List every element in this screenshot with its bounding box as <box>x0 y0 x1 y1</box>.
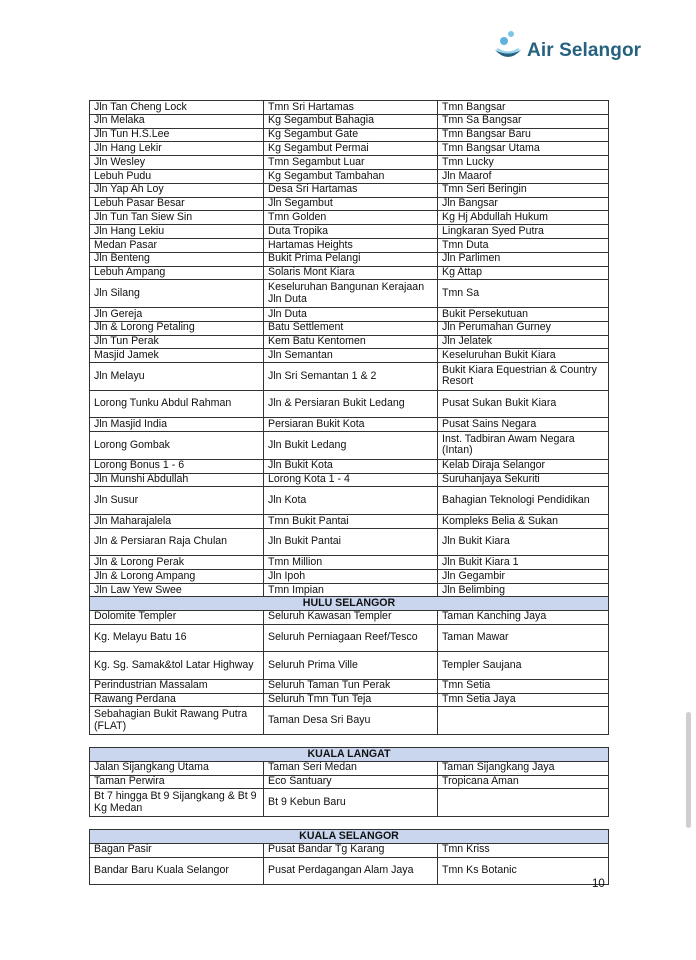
table-cell: Tmn Golden <box>264 211 438 225</box>
table-title: HULU SELANGOR <box>90 597 609 611</box>
table-row <box>90 652 609 680</box>
table-cell: Bt 7 hingga Bt 9 Sijangkang & Bt 9 Kg Medan <box>90 789 264 817</box>
table-row <box>90 169 609 183</box>
table-cell: Jln Yap Ah Loy <box>90 183 264 197</box>
table-cell: Perindustrian Massalam <box>90 679 264 693</box>
kuala-langat-table <box>89 747 609 817</box>
table-cell: Pusat Bandar Tg Karang <box>264 843 438 857</box>
table-row <box>90 707 609 735</box>
table-row <box>90 280 609 308</box>
table-cell: Bt 9 Kebun Baru <box>264 789 438 817</box>
scrollbar[interactable] <box>686 712 691 828</box>
table-cell: Seluruh Perniagaan Reef/Tesco <box>264 624 438 652</box>
table-row <box>90 101 609 115</box>
table-cell: Kg. Sg. Samak&tol Latar Highway <box>90 652 264 680</box>
table-cell: Jln Duta <box>264 307 438 321</box>
table-cell: Keseluruhan Bangunan Kerajaan Jln Duta <box>264 280 438 308</box>
table-row <box>90 142 609 156</box>
table-cell: Tmn Million <box>264 556 438 570</box>
table-cell <box>438 707 609 735</box>
table-row <box>90 156 609 170</box>
table-cell: Tmn Setia Jaya <box>438 693 609 707</box>
table-cell: Jln Munshi Abdullah <box>90 473 264 487</box>
table-cell: Eco Santuary <box>264 775 438 789</box>
table-cell: Taman Desa Sri Bayu <box>264 707 438 735</box>
table-cell: Kem Batu Kentomen <box>264 335 438 349</box>
table-cell: Jln Parlimen <box>438 252 609 266</box>
table-cell: Sebahagian Bukit Rawang Putra (FLAT) <box>90 707 264 735</box>
table-cell: Jln Belimbing <box>438 583 609 597</box>
table-row <box>90 183 609 197</box>
table-cell: Suruhanjaya Sekuriti <box>438 473 609 487</box>
table-cell: Jln Kota <box>264 487 438 515</box>
table-row <box>90 857 609 885</box>
table-cell: Taman Sijangkang Jaya <box>438 761 609 775</box>
table-cell: Rawang Perdana <box>90 693 264 707</box>
table-cell: Jln & Persiaran Raja Chulan <box>90 528 264 556</box>
table-cell: Jln Melayu <box>90 363 264 391</box>
table-cell <box>438 789 609 817</box>
table-cell: Inst. Tadbiran Awam Negara (Intan) <box>438 432 609 460</box>
kuala-selangor-table <box>89 829 609 885</box>
table-row <box>90 693 609 707</box>
table-row <box>90 775 609 789</box>
table-cell: Jln & Lorong Ampang <box>90 570 264 584</box>
table-cell: Kg. Melayu Batu 16 <box>90 624 264 652</box>
table-cell: Jln & Persiaran Bukit Ledang <box>264 390 438 418</box>
table-cell: Jln Tun H.S.Lee <box>90 128 264 142</box>
table-cell: Tropicana Aman <box>438 775 609 789</box>
table-cell: Tmn Setia <box>438 679 609 693</box>
table-cell: Jalan Sijangkang Utama <box>90 761 264 775</box>
table-cell: Hartamas Heights <box>264 238 438 252</box>
table-cell: Jln Masjid India <box>90 418 264 432</box>
table-row <box>90 128 609 142</box>
table-cell: Jln Jelatek <box>438 335 609 349</box>
logo-text: Air Selangor <box>527 40 642 61</box>
table-cell: Taman Mawar <box>438 624 609 652</box>
table-cell: Jln Perumahan Gurney <box>438 321 609 335</box>
table-title: KUALA LANGAT <box>90 748 609 762</box>
table-cell: Jln Bangsar <box>438 197 609 211</box>
table-cell: Lorong Tunku Abdul Rahman <box>90 390 264 418</box>
table-cell: Bagan Pasir <box>90 843 264 857</box>
table-cell: Dolomite Templer <box>90 610 264 624</box>
table-cell: Jln Sri Semantan 1 & 2 <box>264 363 438 391</box>
table-cell: Pusat Sukan Bukit Kiara <box>438 390 609 418</box>
table-cell: Jln Segambut <box>264 197 438 211</box>
table-cell: Pusat Perdagangan Alam Jaya <box>264 857 438 885</box>
table-row <box>90 610 609 624</box>
table-cell: Jln Bukit Kiara <box>438 528 609 556</box>
table-cell: Kompleks Belia & Sukan <box>438 514 609 528</box>
table-row <box>90 432 609 460</box>
table-row <box>90 418 609 432</box>
table-row <box>90 114 609 128</box>
table-cell: Tmn Bukit Pantai <box>264 514 438 528</box>
table-cell: Jln Bukit Kota <box>264 459 438 473</box>
table-row <box>90 321 609 335</box>
table-cell: Tmn Segambut Luar <box>264 156 438 170</box>
table-row <box>90 459 609 473</box>
table-cell: Taman Seri Medan <box>264 761 438 775</box>
table-cell: Jln Ipoh <box>264 570 438 584</box>
table-cell: Jln & Lorong Petaling <box>90 321 264 335</box>
air-selangor-logo <box>493 30 663 70</box>
table-cell: Batu Settlement <box>264 321 438 335</box>
table-cell: Kg Segambut Tambahan <box>264 169 438 183</box>
table-cell: Jln Silang <box>90 280 264 308</box>
table-cell: Lorong Gombak <box>90 432 264 460</box>
table-cell: Jln Hang Lekir <box>90 142 264 156</box>
table-cell: Kg Segambut Gate <box>264 128 438 142</box>
table-cell: Jln Benteng <box>90 252 264 266</box>
table-cell: Jln Tun Perak <box>90 335 264 349</box>
table-cell: Tmn Kriss <box>438 843 609 857</box>
table-row <box>90 307 609 321</box>
table-row <box>90 252 609 266</box>
table-cell: Jln Law Yew Swee <box>90 583 264 597</box>
table-cell: Tmn Bangsar Utama <box>438 142 609 156</box>
table-cell: Jln Melaka <box>90 114 264 128</box>
table-row <box>90 624 609 652</box>
table-cell: Kelab Diraja Selangor <box>438 459 609 473</box>
table-cell: Keseluruhan Bukit Kiara <box>438 349 609 363</box>
table-cell: Seluruh Taman Tun Perak <box>264 679 438 693</box>
table-cell: Jln Gegambir <box>438 570 609 584</box>
table-cell: Desa Sri Hartamas <box>264 183 438 197</box>
table-row <box>90 390 609 418</box>
table-cell: Jln Wesley <box>90 156 264 170</box>
water-drop-icon <box>493 30 523 64</box>
table-cell: Tmn Bangsar Baru <box>438 128 609 142</box>
table-cell: Jln Tan Cheng Lock <box>90 101 264 115</box>
table-cell: Medan Pasar <box>90 238 264 252</box>
table-cell: Tmn Sri Hartamas <box>264 101 438 115</box>
table-cell: Tmn Impian <box>264 583 438 597</box>
table-cell: Jln & Lorong Perak <box>90 556 264 570</box>
table-row <box>90 266 609 280</box>
table-cell: Seluruh Prima Ville <box>264 652 438 680</box>
table-row <box>90 679 609 693</box>
hulu-selangor-table <box>89 596 609 735</box>
table-cell: Jln Bukit Kiara 1 <box>438 556 609 570</box>
table-row <box>90 349 609 363</box>
table-cell: Bukit Kiara Equestrian & Country Resort <box>438 363 609 391</box>
table-cell: Templer Saujana <box>438 652 609 680</box>
table-row <box>90 761 609 775</box>
table-cell: Bahagian Teknologi Pendidikan <box>438 487 609 515</box>
table-cell: Bandar Baru Kuala Selangor <box>90 857 264 885</box>
table-cell: Kg Hj Abdullah Hukum <box>438 211 609 225</box>
table-row <box>90 197 609 211</box>
table-row <box>90 556 609 570</box>
table-cell: Lorong Kota 1 - 4 <box>264 473 438 487</box>
table-cell: Jln Bukit Pantai <box>264 528 438 556</box>
page-number: 10 <box>592 878 605 890</box>
table-cell: Tmn Seri Beringin <box>438 183 609 197</box>
table-cell: Kg Segambut Permai <box>264 142 438 156</box>
table-cell: Tmn Bangsar <box>438 101 609 115</box>
table-cell: Seluruh Tmn Tun Teja <box>264 693 438 707</box>
table-cell: Lebuh Pasar Besar <box>90 197 264 211</box>
table-cell: Jln Bukit Ledang <box>264 432 438 460</box>
table-row <box>90 487 609 515</box>
table-cell: Jln Maharajalela <box>90 514 264 528</box>
table-cell: Tmn Duta <box>438 238 609 252</box>
table-cell: Seluruh Kawasan Templer <box>264 610 438 624</box>
table-row <box>90 238 609 252</box>
table-cell: Kg Attap <box>438 266 609 280</box>
table-cell: Solaris Mont Kiara <box>264 266 438 280</box>
table-cell: Jln Susur <box>90 487 264 515</box>
table-cell: Persiaran Bukit Kota <box>264 418 438 432</box>
table-cell: Tmn Sa <box>438 280 609 308</box>
kuala-lumpur-area-table <box>89 100 609 598</box>
table-cell: Pusat Sains Negara <box>438 418 609 432</box>
table-row <box>90 789 609 817</box>
table-row <box>90 843 609 857</box>
table-row <box>90 363 609 391</box>
table-row <box>90 473 609 487</box>
table-cell: Bukit Persekutuan <box>438 307 609 321</box>
table-cell: Jln Semantan <box>264 349 438 363</box>
table-cell: Lebuh Pudu <box>90 169 264 183</box>
table-cell: Taman Perwira <box>90 775 264 789</box>
table-row <box>90 514 609 528</box>
table-cell: Taman Kanching Jaya <box>438 610 609 624</box>
table-title: KUALA SELANGOR <box>90 830 609 844</box>
table-cell: Jln Maarof <box>438 169 609 183</box>
table-cell: Lingkaran Syed Putra <box>438 225 609 239</box>
table-cell: Tmn Ks Botanic <box>438 857 609 885</box>
table-row <box>90 528 609 556</box>
table-cell: Kg Segambut Bahagia <box>264 114 438 128</box>
table-cell: Lorong Bonus 1 - 6 <box>90 459 264 473</box>
table-cell: Jln Gereja <box>90 307 264 321</box>
table-row <box>90 211 609 225</box>
table-cell: Masjid Jamek <box>90 349 264 363</box>
table-cell: Jln Hang Lekiu <box>90 225 264 239</box>
table-row <box>90 570 609 584</box>
table-cell: Lebuh Ampang <box>90 266 264 280</box>
table-row <box>90 225 609 239</box>
table-cell: Tmn Lucky <box>438 156 609 170</box>
table-cell: Duta Tropika <box>264 225 438 239</box>
table-cell: Tmn Sa Bangsar <box>438 114 609 128</box>
table-cell: Jln Tun Tan Siew Sin <box>90 211 264 225</box>
table-cell: Bukit Prima Pelangi <box>264 252 438 266</box>
table-row <box>90 335 609 349</box>
